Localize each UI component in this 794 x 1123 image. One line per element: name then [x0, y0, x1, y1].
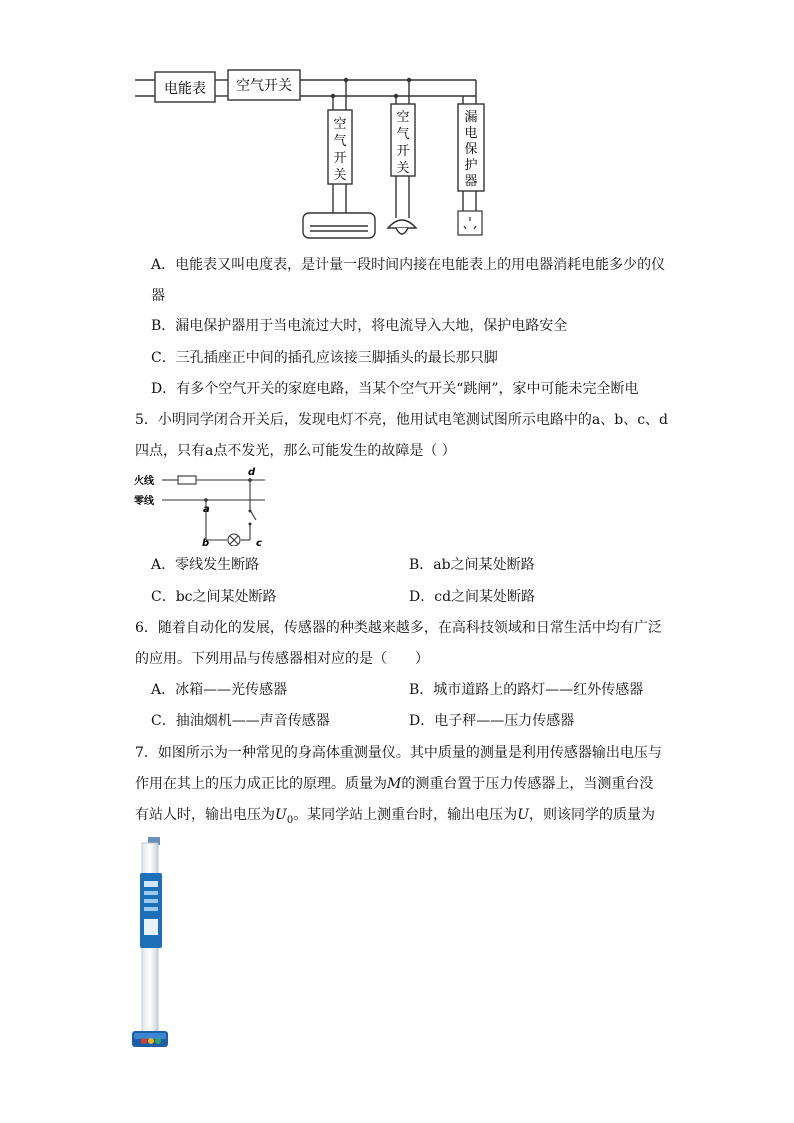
mass-variable: M [387, 776, 402, 792]
socket-icon [458, 211, 482, 235]
q5-option-c: C．bc之间某处断路 [151, 589, 277, 605]
q4-option-a: A．电能表又叫电度表，是计量一段时间内接在电能表上的用电器消耗电能多少的仪 [151, 257, 666, 273]
branch-switch-2-char: 开 [396, 144, 410, 159]
q5-option-b: B．ab之间某处断路 [409, 557, 535, 573]
q7-line2-rest: 的测重台置于压力传感器上，当测重台没 [401, 776, 654, 792]
point-b-label: b [202, 538, 210, 546]
q4-option-b: B．漏电保护器用于当电流过大时，将电流导入大地，保护电路安全 [151, 318, 568, 334]
leakage-protector-char: 漏 [464, 110, 478, 125]
q4-option-d: D．有多个空气开关的家庭电路，当某个空气开关“跳闸”，家中可能未完全断电 [151, 381, 639, 397]
household-circuit-diagram [0, 0, 794, 250]
q6-option-c: C．抽油烟机——声音传感器 [151, 713, 330, 729]
voltage-u0-subscript: 0 [286, 814, 294, 826]
air-conditioner-icon [303, 213, 375, 238]
q6-option-d: D．电子秤——压力传感器 [409, 713, 575, 729]
point-c-label: c [256, 538, 262, 546]
neutral-wire-label: 零线 [134, 496, 154, 507]
leakage-protector-char: 器 [464, 174, 478, 189]
branch-switch-1-char: 开 [333, 151, 347, 166]
q5-stem-line1: 5．小明同学闭合开关后，发现电灯不亮，他用试电笔测试图所示电路中的a、b、c、d [135, 412, 669, 428]
height-weight-scale-image [128, 833, 188, 1058]
branch-switch-2-char: 空 [396, 110, 410, 125]
leakage-protector-char: 护 [464, 158, 478, 173]
q4-option-c: C．三孔插座正中间的插孔应该接三脚插头的最长那只脚 [151, 350, 498, 366]
q7-stem-line3 [135, 805, 655, 831]
q7-line2-text: 作用在其上的压力成正比的原理。质量为 [135, 776, 387, 792]
q7-stem-line2 [135, 774, 653, 794]
point-a-label: a [203, 504, 210, 515]
leakage-protector-char: 电 [464, 126, 478, 141]
q6-option-a: A．冰箱——光传感器 [151, 682, 288, 698]
q5-option-a: A．零线发生断路 [151, 557, 260, 573]
q6-stem-line2: 的应用。下列用品与传感器相对应的是（ ） [135, 651, 429, 667]
branch-switch-1-char: 气 [333, 134, 347, 149]
live-wire-label: 火线 [134, 476, 154, 487]
branch-switch-2-char: 气 [396, 127, 410, 142]
test-pen-circuit-diagram [130, 466, 290, 546]
q5-option-d: D．cd之间某处断路 [409, 589, 536, 605]
q5-stem-line2: 四点，只有a点不发光，那么可能发生的故障是（ ） [135, 443, 456, 459]
lamp-icon [388, 220, 416, 234]
q7-stem-line1: 7．如图所示为一种常见的身高体重测量仪。其中质量的测量是利用传感器输出电压与 [135, 745, 662, 761]
q4-option-a-cont: 器 [151, 288, 165, 304]
q7-line3-c: ，则该同学的质量为 [529, 807, 655, 823]
branch-switch-1-char: 空 [333, 117, 347, 132]
point-d-label: d [248, 467, 256, 478]
main-air-switch-label: 空气开关 [236, 78, 292, 94]
leakage-protector-char: 保 [464, 142, 478, 157]
q7-line3-b: 。某同学站上测重台时，输出电压为 [293, 807, 518, 823]
branch-switch-2-char: 关 [396, 161, 410, 176]
q7-line3-a: 有站人时，输出电压为 [135, 807, 275, 823]
voltage-u-variable: U [517, 807, 529, 823]
q6-option-b: B．城市道路上的路灯——红外传感器 [409, 682, 644, 698]
voltage-u0-variable: U [275, 807, 287, 823]
energy-meter-label: 电能表 [164, 81, 206, 97]
branch-switch-1-char: 关 [333, 168, 347, 183]
q6-stem-line1: 6．随着自动化的发展，传感器的种类越来越多，在高科技领域和日常生活中均有广泛 [135, 620, 662, 636]
